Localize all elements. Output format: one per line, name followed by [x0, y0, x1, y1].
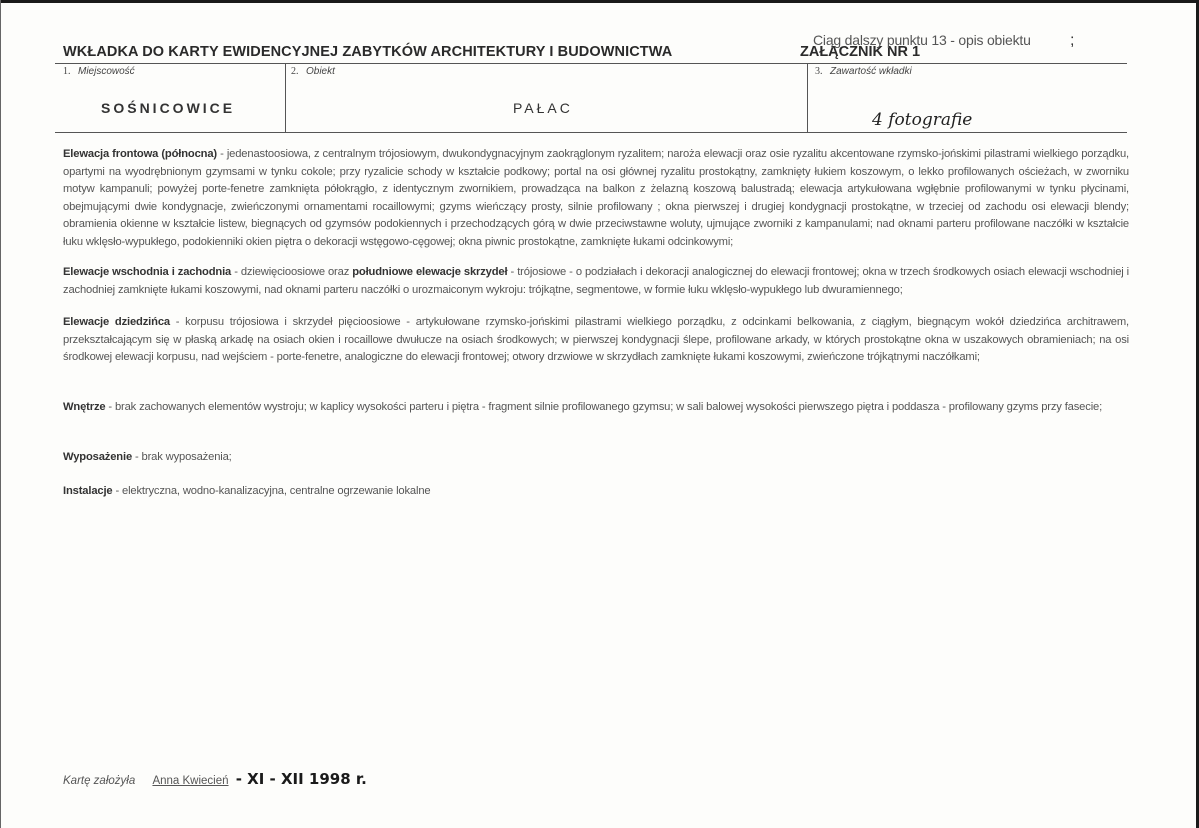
document-title: WKŁADKA DO KARTY EWIDENCYJNEJ ZABYTKÓW ARCHITEKTURY I BUDOWNICTWA: [63, 44, 673, 60]
section-text: - brak wyposażenia;: [132, 451, 232, 463]
scan-edge-left: [0, 0, 1, 828]
section-text: - brak zachowanych elementów wystroju; w kaplicy wysokości parteru i piętra - fragment silnie profilowanego gzymsu; w sali balowej wysokości pierwszego piętra i poddasza - profilowany gzyms przy fasecie;: [105, 401, 1103, 413]
section-text: - elektryczna, wodno-kanalizacyjna, centralne ogrzewanie lokalne: [112, 485, 431, 497]
handwritten-semicolon: ;: [1070, 32, 1075, 49]
section-heading: Elewacja frontowa (północna): [63, 148, 218, 160]
section-wnetrze: [63, 399, 1129, 417]
section-text: - korpusu trójosiowa i skrzydeł pięcioosiowe - artykułowane rzymsko-jońskimi pilastrami wielkiego porządku, z odcinkami belkowania, z ciągłym, biegnącym wokół dziedzińca architrawem, przekształcającym się w płaską arkadę na osiach okien i rocaillowe dwułucze na osiach środkowych; w pierwszej kondygnacji ślepe, profilowane arkady, w których prostokątne okna w uszakowych obramieniach; na osi środkowej elewacji korpusu, nad wejściem - porte-fenetre, analogiczne do elewacji frontowej; otwory drzwiowe w skrzydłach zamknięte łukami koszowymi, zwieńczone trójkątnymi naczółkami;: [63, 316, 1129, 363]
field-divider: [807, 64, 808, 132]
annex-label: ZAŁĄCZNIK NR 1: [800, 44, 921, 60]
field-label-obiekt: 2. Obiekt: [291, 66, 335, 77]
section-wyposazenie: [63, 449, 1129, 467]
author-label: Kartę założyła: [63, 775, 136, 787]
scan-edge-top: [0, 0, 1199, 3]
section-elewacje-wschodnia-zachodnia: [63, 264, 1129, 299]
section-heading-secondary: południowe elewacje skrzydeł: [352, 266, 508, 278]
section-heading: Elewacje wschodnia i zachodnia: [63, 266, 232, 278]
section-heading: Elewacje dziedzińca: [63, 316, 170, 328]
field-value-obiekt: PAŁAC: [513, 100, 573, 116]
card-author-footer: [63, 770, 367, 788]
section-heading: Wnętrze: [63, 401, 106, 413]
section-text: - dziewięcioosiowe oraz: [231, 266, 353, 278]
handwritten-photo-count: 4 fotografie: [872, 110, 973, 130]
section-elewacje-dziedzinca: [63, 314, 1129, 367]
field-value-zawartosc: Ciąg dalszy punktu 13 - opis obiektu: [813, 32, 1031, 48]
field-value-miejscowosc: SOŚNICOWICE: [101, 100, 236, 116]
author-name: Anna Kwiecień: [152, 775, 229, 787]
section-heading: Wyposażenie: [63, 451, 133, 463]
section-heading: Instalacje: [63, 485, 113, 497]
field-label-zawartosc: 3. Zawartość wkładki: [815, 66, 912, 77]
field-label-miejscowosc: 1. Miejscowość: [63, 66, 135, 77]
section-elewacja-frontowa: [63, 146, 1129, 251]
section-text: - trójosiowe - o podziałach i dekoracji analogicznej do elewacji frontowej; okna w trzech środkowych osiach elewacji wschodniej i zachodniej zamknięte łukami koszowymi, nad oknami parteru naczółki o urozmaiconym wykroju: trójkątne, segmentowe, w formie łuku wklęsło-wypukłego lub dwuramiennego;: [63, 266, 1130, 296]
handwritten-date: - XI - XII 1998 r.: [235, 770, 367, 788]
section-text: - jedenastoosiowa, z centralnym trójosiowym, dwukondygnacyjnym zaokrąglonym ryzalitem; naroża elewacji oraz osie ryzalitu akcentowane rzymsko-jońskimi pilastrami wielkiego porządku, opartymi na wyodrębnionym gzymsami w tynku cokole; przy ryzalicie schody w kształcie podkowy; portal na osi głównej ryzalitu prostokątny, zamknięty łukiem koszowym, o lekko profilowanych ościeżach, w zworniku motyw kampanuli; powyżej porte-fenetre zamknięta półokrągło, z identycznym zwornikiem, prowadząca na balkon z żelazną koszową balustradą; elewacja artykułowana wgłębnie profilowanymi w tynku płycinami, obejmującymi dwie kondygnacje, zwieńczonymi ornamentami rocaillowymi; gzyms wieńczący prosty, silnie profilowany ; okna pierwszej i drugiej kondygnacji prostokątne, w trzeciej od zachodu osi elewacji blendy; obramienia okienne w kształcie listew, biegnących od gzymsów podokiennych i przechodzących górą w dwie przeciwstawne woluty, ujmujące zworniki z kampanulami; nad oknami parteru profilowane naczółki w kształcie łuku wklęsło-wypukłego, podokienniki okien piętra o dekoracji wstęgowo-cęgowej; okna piwnic prostokątne, zamknięte łukami odcinkowymi;: [63, 148, 1130, 248]
section-instalacje: [63, 483, 1129, 501]
field-divider: [285, 64, 286, 132]
